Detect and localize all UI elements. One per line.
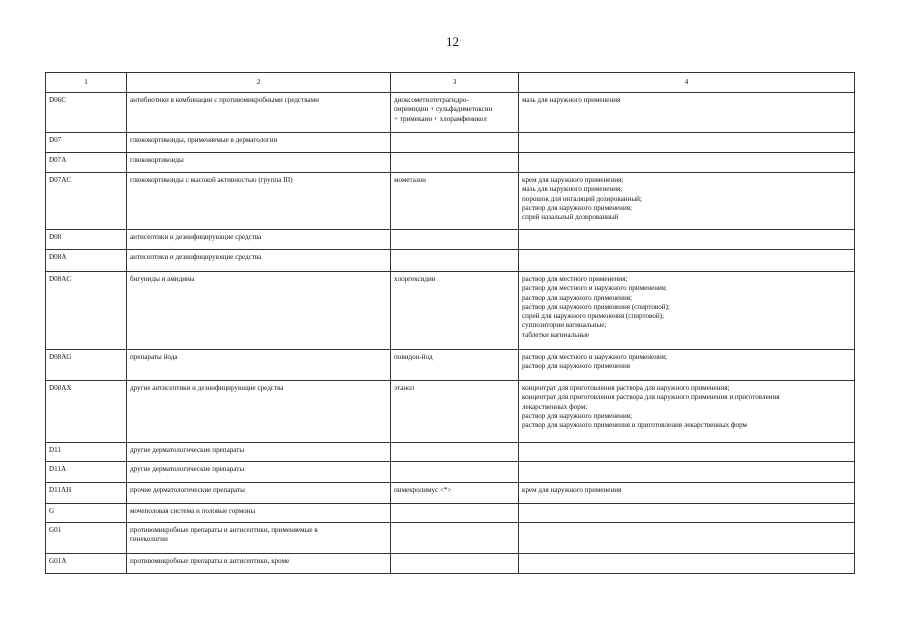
table-row [46,381,855,443]
dosage-forms-cell [519,523,855,554]
atc-code-cell: G01A [46,554,127,574]
group-name-cell: глюкокортикоиды [127,153,391,173]
group-name-cell: противомикробные препараты и антисептики, применяемые в гинекологии [127,523,391,554]
group-name-cell: другие дерматологические препараты [127,462,391,483]
substance-cell [391,523,519,554]
table-row [46,504,855,523]
dosage-forms-cell: раствор для местного применения; раствор для местного и наружного применения; раствор для наружного применения; раствор для наружного применения (спиртовой); спрей для наружного применения (спиртовой); суппозитории вагинальные; таблетки вагинальные [519,272,855,350]
dosage-forms-cell: раствор для местного и наружного применения; раствор для наружного применения [519,350,855,381]
column-header-2: 2 [127,73,391,93]
group-name-cell: глюкокортикоиды, применяемые в дерматологии [127,133,391,153]
table-row [46,350,855,381]
substance-cell: повидон-йод [391,350,519,381]
dosage-forms-cell [519,230,855,250]
atc-code-cell: D08AG [46,350,127,381]
dosage-forms-cell: мазь для наружного применения [519,93,855,133]
page-number: 12 [446,34,459,49]
substance-cell [391,230,519,250]
substance-cell [391,554,519,574]
group-name-cell: препараты йода [127,350,391,381]
table-row [46,462,855,483]
table-row [46,443,855,462]
atc-code-cell: D08 [46,230,127,250]
substance-cell [391,153,519,173]
atc-code-cell: G [46,504,127,523]
atc-code-cell: D11 [46,443,127,462]
substance-cell: мометазон [391,173,519,230]
atc-code-cell: D07A [46,153,127,173]
substance-cell: диоксометилтетрагидро- пиримидин + сульфадиметоксин + тримекаин + хлорамфеникол [391,93,519,133]
drug-table [45,72,855,574]
substance-cell: этанол [391,381,519,443]
dosage-forms-cell: крем для наружного применения; мазь для наружного применения; порошок для ингаляций дозированный; раствор для наружного применения; спрей назальный дозированный [519,173,855,230]
group-name-cell: другие дерматологические препараты [127,443,391,462]
dosage-forms-cell [519,504,855,523]
table-row [46,133,855,153]
table-row [46,173,855,230]
substance-cell: пимекролимус <*> [391,483,519,504]
substance-cell [391,504,519,523]
table-row [46,250,855,272]
group-name-cell: антисептики и дезинфицирующие средства [127,230,391,250]
atc-code-cell: D11A [46,462,127,483]
dosage-forms-cell: концентрат для приготовления раствора для наружного применения; концентрат для приготовления раствора для наружного применения и приготовления лекарственных форм; раствор для наружного применения; раствор для наружного применения и приготовления лекарственных форм [519,381,855,443]
table-row [46,230,855,250]
group-name-cell: прочие дерматологические препараты [127,483,391,504]
table-row [46,272,855,350]
substance-cell [391,443,519,462]
dosage-forms-cell [519,462,855,483]
table-row [46,523,855,554]
atc-code-cell: G01 [46,523,127,554]
group-name-cell: мочеполовая система и половые гормоны [127,504,391,523]
substance-cell [391,250,519,272]
substance-cell [391,133,519,153]
table-header-row [46,73,855,93]
group-name-cell: бигуниды и амидины [127,272,391,350]
group-name-cell: другие антисептики и дезинфицирующие средства [127,381,391,443]
dosage-forms-cell [519,153,855,173]
atc-code-cell: D08AC [46,272,127,350]
dosage-forms-cell [519,554,855,574]
column-header-4: 4 [519,73,855,93]
dosage-forms-cell [519,133,855,153]
group-name-cell: антибиотики в комбинации с противомикробными средствами [127,93,391,133]
group-name-cell: антисептики и дезинфицирующие средства [127,250,391,272]
atc-code-cell: D07AC [46,173,127,230]
dosage-forms-cell [519,250,855,272]
atc-code-cell: D06C [46,93,127,133]
table-row [46,554,855,574]
table-row [46,93,855,133]
column-header-1: 1 [46,73,127,93]
group-name-cell: глюкокортикоиды с высокой активностью (группа III) [127,173,391,230]
atc-code-cell: D07 [46,133,127,153]
column-header-3: 3 [391,73,519,93]
table-row [46,483,855,504]
dosage-forms-cell [519,443,855,462]
group-name-cell: противомикробные препараты и антисептики, кроме [127,554,391,574]
substance-cell: хлоргексидин [391,272,519,350]
table-row [46,153,855,173]
substance-cell [391,462,519,483]
atc-code-cell: D08AX [46,381,127,443]
dosage-forms-cell: крем для наружного применения [519,483,855,504]
atc-code-cell: D08A [46,250,127,272]
atc-code-cell: D11AH [46,483,127,504]
